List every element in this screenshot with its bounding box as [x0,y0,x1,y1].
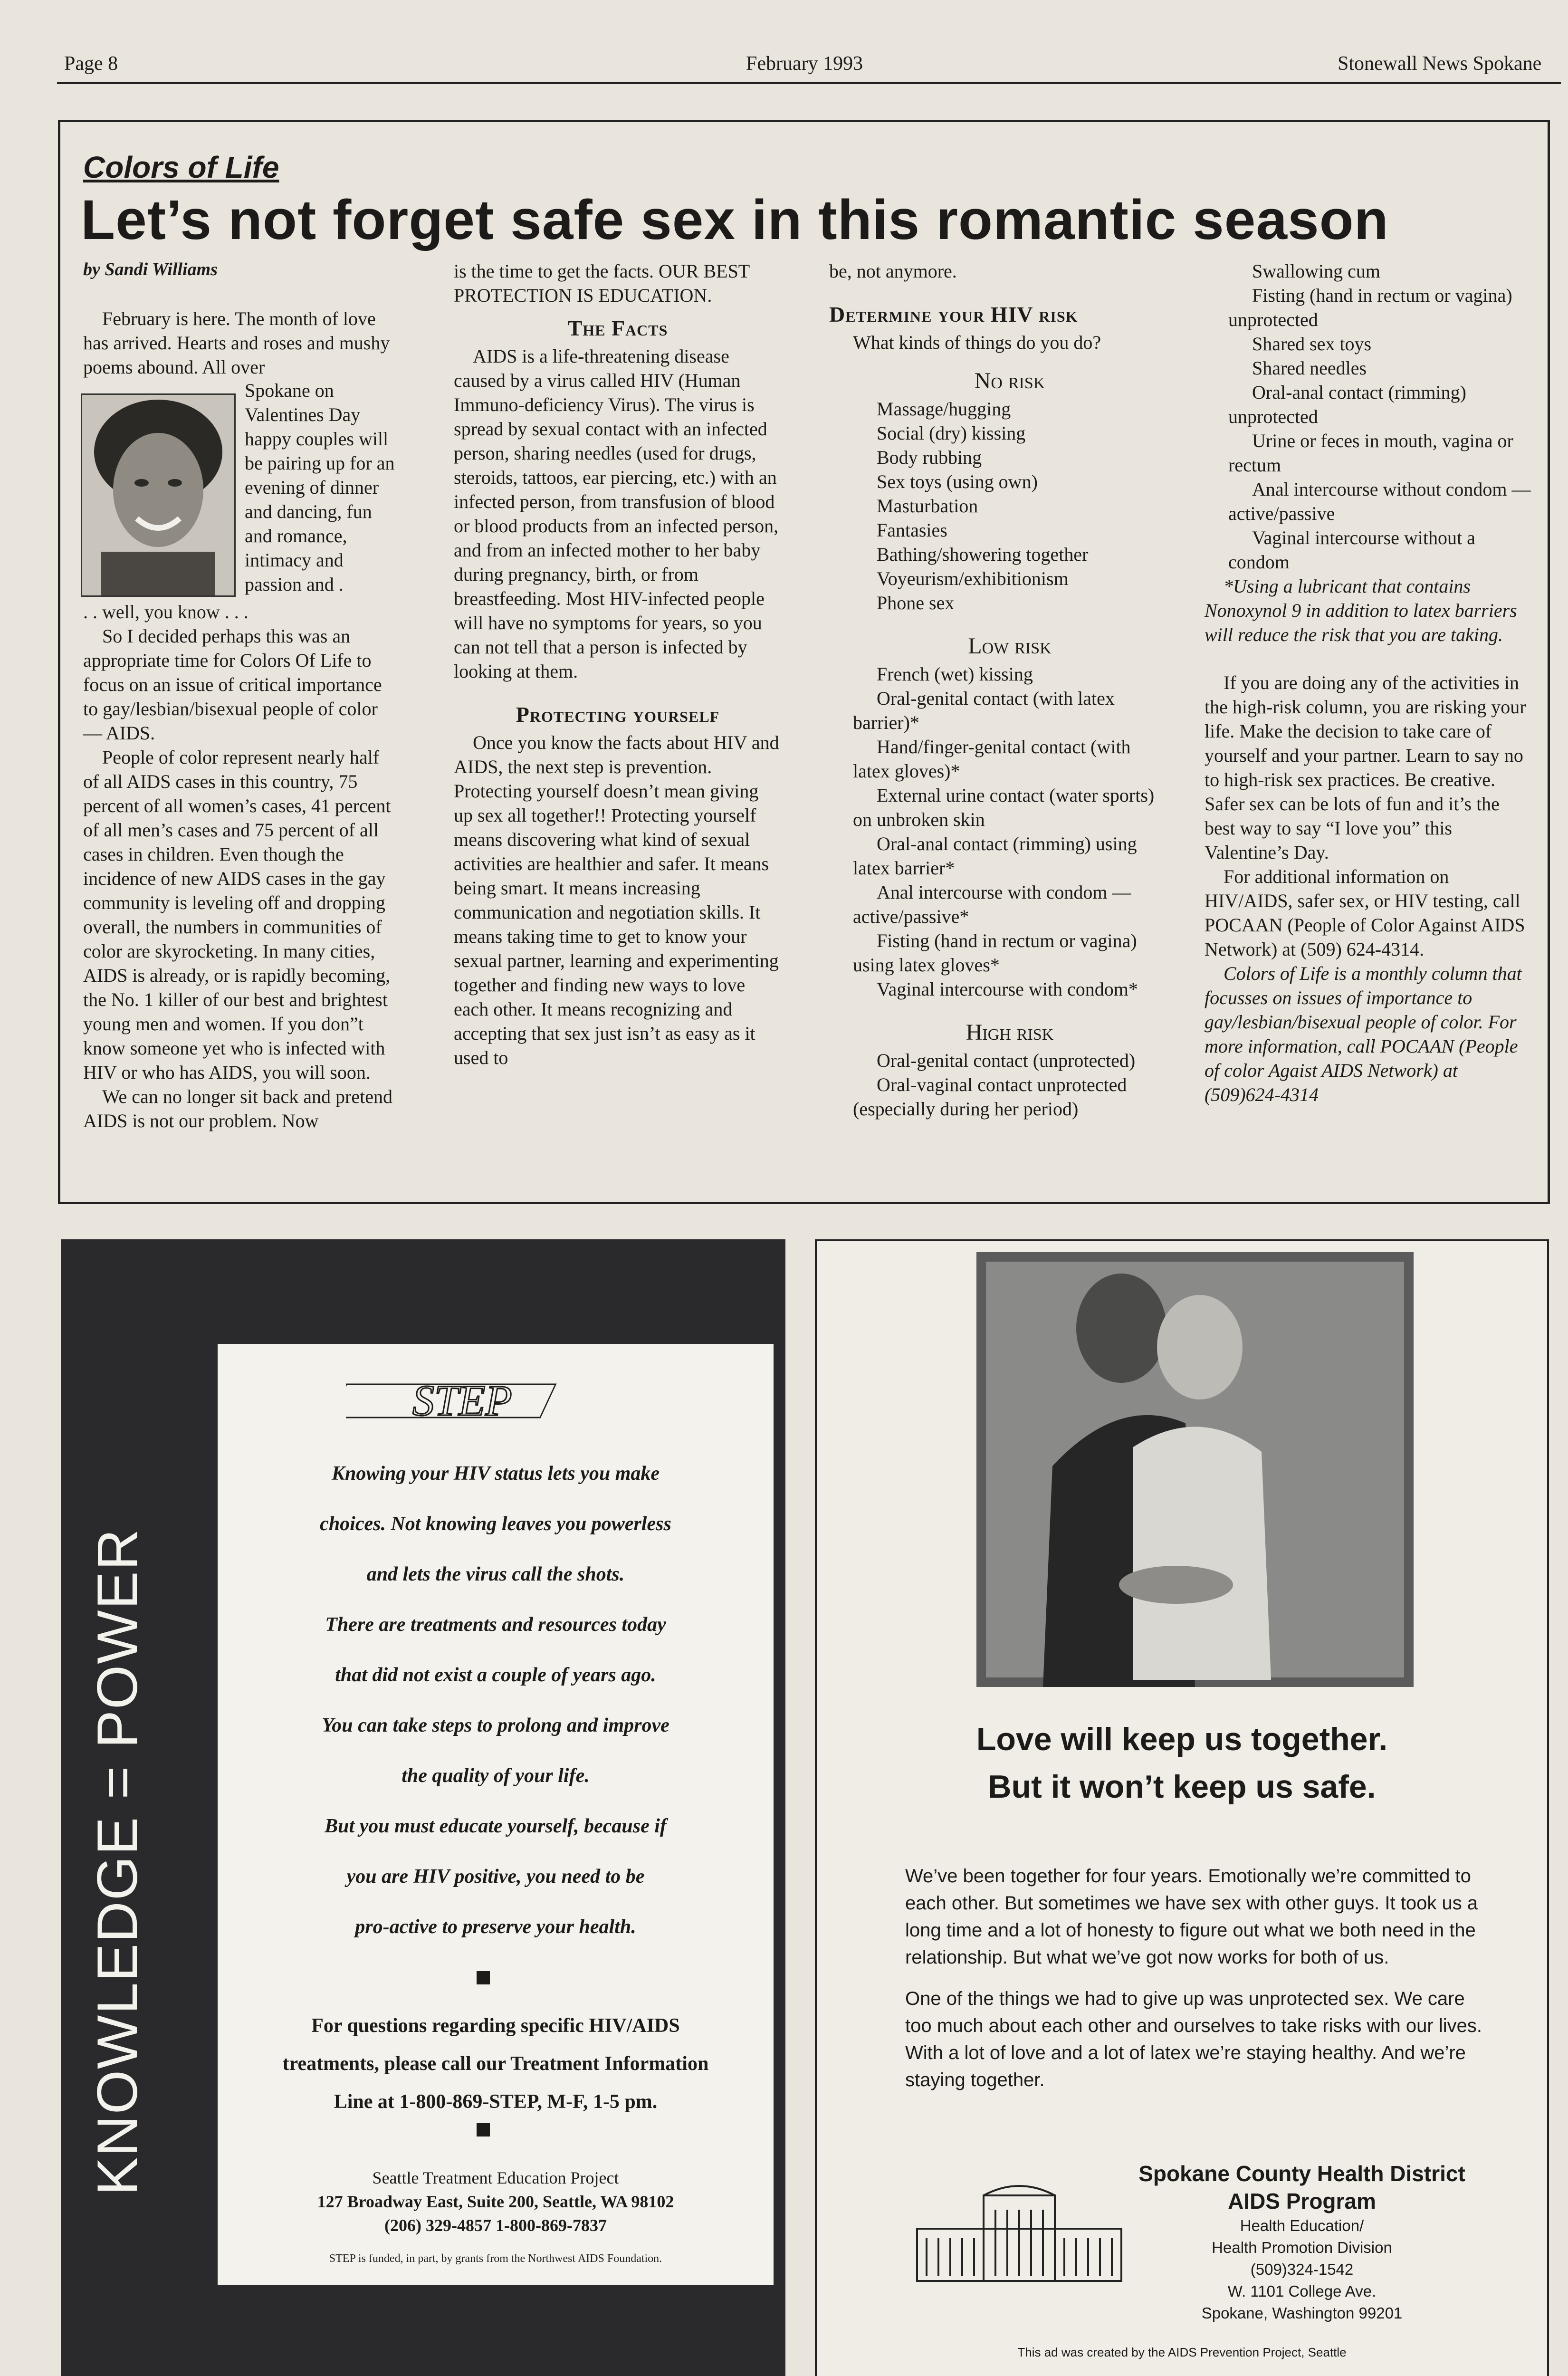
list-item: Oral-vaginal contact unprotected (especially during her period) [853,1074,1127,1120]
list-item: and lets the virus call the shots. [366,1563,625,1585]
list-item: There are treatments and resources today [325,1614,666,1636]
list-item: the quality of your life. [402,1765,590,1787]
paragraph: February is here. The month of love has arrived. Hearts and roses and mushy poems abound. All over [83,308,390,378]
list-item: Oral-genital contact (with latex barrier)* [853,688,1115,733]
subhead-no-risk: No risk [974,368,1045,393]
list-item: French (wet) kissing [877,663,1033,685]
list-item: Oral-anal contact (rimming) unprotected [1228,382,1466,427]
no-risk-list [829,397,1166,615]
paragraph: We can no longer sit back and pretend AIDS is not our problem. Now [83,1086,392,1131]
step-message [218,1448,774,1952]
list-item: Body rubbing [877,447,982,468]
subhead-facts: The Facts [567,316,668,340]
love-headline-1: Love will keep us together. [976,1721,1388,1757]
step-org: Seattle Treatment Education Project [372,2168,619,2187]
list-item: you are HIV positive, you need to be [346,1866,645,1887]
list-item: Vaginal intercourse with condom* [877,978,1138,1000]
paragraph: One of the things we had to give up was unprotected sex. We care too much about each other and ourselves to take risks with our lives. With a lot of love and a lot of latex we’re staying healthy. And we’re staying together. [905,1988,1482,2090]
list-item: Masturbation [877,495,978,517]
paragraph: Once you know the facts about HIV and AIDS, the next step is prevention. Protecting yourself doesn’t mean giving up sex all together!! Protecting yourself means discovering what kind of sexual activities are healthier and safer. It means being smart. It means increasing communication and negotiation skills. It means taking time to get to know your sexual partner, learning and experimenting together and finding new ways to love each other. It means recognizing and accepting that sex just isn’t as easy as it used to [454,732,779,1068]
bullet-square [477,1971,490,1984]
ad-credit: This ad was created by the AIDS Prevention Project, Seattle [1017,2345,1347,2359]
paragraph: be, not anymore. [829,260,957,282]
step-logo-text: STEP [412,1376,512,1425]
list-item: Fisting (hand in rectum or vagina) using latex gloves* [853,930,1137,976]
list-item: External urine contact (water sports) on unbroken skin [853,785,1155,830]
step-ad-panel [218,1344,774,2285]
list-item: Health Education/ [1240,2217,1364,2234]
paragraph: Spokane on Valentines Day happy couples will be pairing up for an evening of dinner and dancing, fun and romance, intimacy and passion and . [245,380,395,595]
list-item: Phone sex [877,592,955,613]
question: What kinds of things do you do? [853,332,1101,353]
paragraph: is the time to get the facts. OUR BEST PROTECTION IS EDUCATION. [454,260,750,306]
paragraph: . . well, you know . . . [83,601,249,623]
knowledge-power-banner: KNOWLEDGE = POWER [86,1528,149,2195]
list-item: You can take steps to prolong and improve [322,1715,669,1736]
paragraph: For additional information on HIV/AIDS, safer sex, or HIV testing, call POCAAN (People of Color Against AIDS Network) at (509) 624-4314. [1205,866,1525,960]
list-item: Knowing your HIV status lets you make [331,1463,660,1485]
love-headline-2: But it won’t keep us safe. [988,1769,1376,1805]
article-column-1 [83,307,397,379]
list-item: (509)324-1542 [1250,2261,1354,2278]
paragraph: So I decided perhaps this was an appropriate time for Colors Of Life to focus on an issue of critical importance to gay/lesbian/bisexual people of color — AIDS. [83,625,382,744]
author-photo [81,393,236,597]
list-item: Shared sex toys [1252,333,1372,354]
article-column-3 [829,259,1166,1121]
love-headline [815,1715,1549,1811]
headline: Let’s not forget safe sex in this romantic season [81,189,1389,251]
bullet-square [477,2123,490,2136]
article-column-2 [454,259,782,1070]
subhead-high-risk: High risk [966,1020,1054,1045]
column-bio: Colors of Life is a monthly column that focusses on issues of importance to gay/lesbian/bisexual people of color. For more information, call POCAAN (People of color Agaist AIDS Network) at (509)624-4314 [1205,963,1522,1105]
health-district-building-icon [908,2176,1131,2286]
list-item: Fantasies [877,519,947,541]
list-item: W. 1101 College Ave. [1227,2282,1377,2300]
org-address [1107,2215,1497,2324]
list-item: Swallowing cum [1252,260,1380,282]
low-risk-list [829,662,1166,1001]
list-item: Oral-anal contact (rimming) using latex barrier* [853,833,1137,879]
step-address: 127 Broadway East, Suite 200, Seattle, WA 98102 [317,2192,674,2211]
lubricant-note: *Using a lubricant that contains Nonoxynol 9 in addition to latex barriers will reduce the risk that you are taking. [1205,575,1517,645]
org-name-2: AIDS Program [1228,2189,1376,2213]
list-item: Health Promotion Division [1212,2239,1392,2256]
paragraph: People of color represent nearly half of all AIDS cases in this country, 75 percent of all women’s cases, 41 percent of all men’s cases and 75 percent of all cases in children. Even though the incidence of new AIDS cases in the gay community is leveling off and dropping overall, the numbers in communities of color are skyrocketing. In many cities, AIDS is already, or is rapidly becoming, the No. 1 killer of our best and brightest young men and women. If you don”t know someone yet who is infected with HIV or who has AIDS, you will soon. [83,747,391,1083]
list-item: Social (dry) kissing [877,422,1026,444]
subhead-low-risk: Low risk [968,633,1052,659]
love-body [905,1863,1490,2094]
list-item: Oral-genital contact (unprotected) [877,1050,1136,1071]
list-item: Sex toys (using own) [877,471,1038,492]
step-logo [346,1365,583,1437]
byline: by Sandi Williams [83,259,218,279]
list-item: Shared needles [1252,357,1367,379]
step-phones: (206) 329-4857 1-800-869-7837 [384,2216,607,2235]
list-item: Bathing/showering together [877,544,1089,565]
subhead-risk: Determine your HIV risk [829,302,1078,326]
list-item: Anal intercourse without condom — active/passive [1228,479,1531,524]
list-item: pro-active to preserve your health. [355,1916,636,1938]
list-item: Voyeurism/exhibitionism [877,568,1069,589]
list-item: Vaginal intercourse without a condom [1228,527,1475,573]
couple-photo [976,1252,1414,1687]
list-item: that did not exist a couple of years ago. [335,1664,656,1686]
page-number: Page 8 [64,53,118,75]
list-item: Urine or feces in mouth, vagina or rectum [1228,430,1513,476]
high-risk-list-cont [1205,259,1532,574]
article-column-1-wrap [245,378,397,596]
org-name-1: Spokane County Health District [1138,2161,1465,2186]
step-contact [218,2166,774,2271]
article-column-4 [1205,259,1532,1107]
list-item: Massage/hugging [877,398,1011,420]
issue-date: February 1993 [746,53,863,75]
step-questions: For questions regarding specific HIV/AIDS treatments, please call our Treatment Information Line at 1-800-869-STEP, M-F, 1-5 pm. [282,2015,709,2113]
step-funding: STEP is funded, in part, by grants from the Northwest AIDS Foundation. [329,2252,662,2265]
paragraph: If you are doing any of the activities in the high-risk column, you are risking your life. Make the decision to take care of yourself and your partner. Learn to say no to high-risk sex practices. Be creative. Safer sex can be lots of fun and it’s the best way to say “I love you” this Valentine’s Day. [1205,672,1526,863]
paragraph: AIDS is a life-threatening disease caused by a virus called HIV (Human Immuno-deficiency Virus). The virus is spread by sexual contact with an infected person, sharing needles (used for drugs, steroids, tattoos, ear piercing, etc.) with an infected person, from transfusion of blood or blood products from an infected person, and from an infected mother to her baby during pregnancy, birth, or from breastfeeding. Most HIV-infected people will have no symptoms for years, so you can not tell that a person is infected by looking at them. [454,345,779,682]
paragraph: We’ve been together for four years. Emotionally we’re committed to each other. But sometimes we have sex with other guys. It took us a long time and a lot of honesty to figure out what we both need in the relationship. But what we’ve got now works for both of us. [905,1866,1478,1968]
article-column-1-cont [83,600,397,1133]
list-item: But you must educate yourself, because if [325,1815,667,1837]
list-item: choices. Not knowing leaves you powerless [320,1513,671,1535]
subhead-protecting: Protecting yourself [516,702,720,727]
high-risk-list [829,1048,1166,1121]
step-lines [218,1448,774,1952]
list-item: Fisting (hand in rectum or vagina) unprotected [1228,285,1512,330]
column-kicker: Colors of Life [83,150,279,184]
header-rule [57,82,1561,84]
list-item: Anal intercourse with condom — active/passive* [853,881,1131,927]
paper-name: Stonewall News Spokane [1338,53,1542,75]
health-district-contact [1107,2160,1497,2324]
list-item: Spokane, Washington 99201 [1201,2304,1403,2322]
list-item: Hand/finger-genital contact (with latex gloves)* [853,736,1131,782]
